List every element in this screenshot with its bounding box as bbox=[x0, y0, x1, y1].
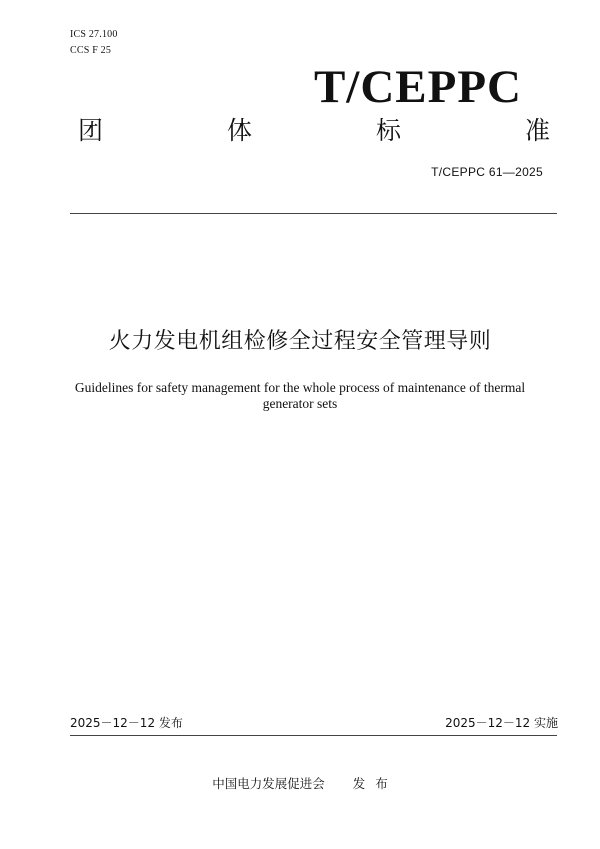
ccs-code: CCS F 25 bbox=[70, 45, 112, 56]
standard-type-label bbox=[78, 116, 550, 146]
ics-code: ICS 27.100 bbox=[70, 29, 118, 40]
standard-type-char: 标 bbox=[375, 116, 401, 145]
bottom-divider bbox=[70, 735, 557, 736]
publisher-action: 发布 bbox=[352, 776, 398, 791]
title-english: Guidelines for safety management for the whole process of maintenance of thermal generator sets bbox=[74, 380, 526, 411]
standard-type-char: 体 bbox=[226, 116, 252, 145]
title-chinese: 火力发电机组检修全过程安全管理导则 bbox=[108, 329, 492, 354]
standard-number: T/CEPPC 61—2025 bbox=[431, 165, 543, 179]
implement-date: 2025－12－12 实施 bbox=[445, 716, 558, 730]
publisher-organization: 中国电力发展促进会 bbox=[212, 776, 325, 791]
standard-type-char: 准 bbox=[524, 116, 550, 145]
publisher-line bbox=[0, 776, 600, 792]
standard-brand: T/CEPPC bbox=[313, 61, 522, 113]
standard-type-char: 团 bbox=[78, 116, 104, 145]
top-divider bbox=[70, 213, 557, 214]
publish-date: 2025－12－12 发布 bbox=[70, 716, 183, 730]
